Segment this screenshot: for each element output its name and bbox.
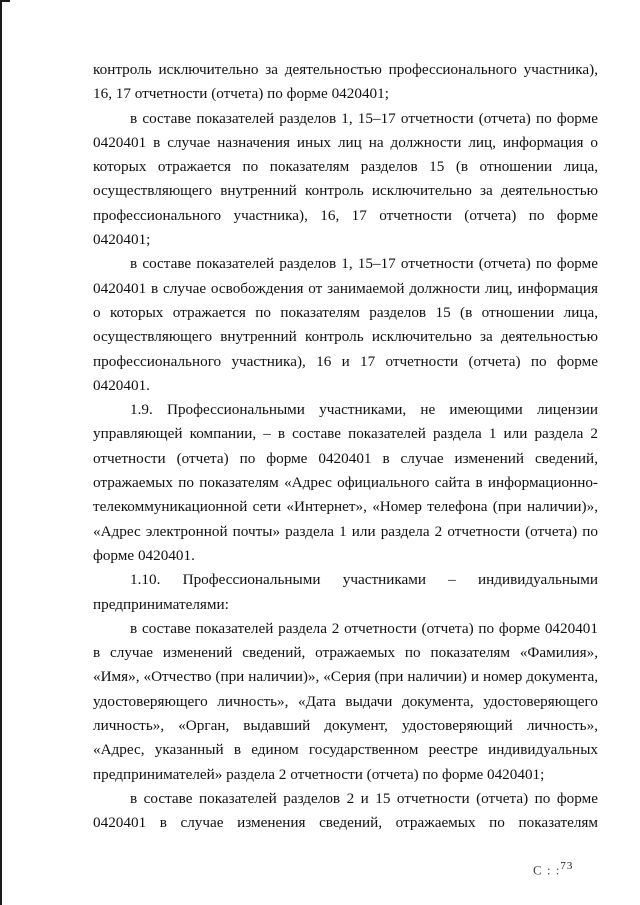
page-number <box>533 860 573 878</box>
paragraph-sections-2-15: в составе показателей разделов 2 и 15 отчетности (отчета) по форме 0420401 в случае изменения сведений, отражаемых по показателям <box>93 789 598 832</box>
paragraph-section-2: в составе показателей раздела 2 отчетности (отчета) по форме 0420401 в случае изменений сведений, отражаемых по показателям «Фамилия», «Имя», «Отчество (при наличии)», «Серия (при наличии) и номер документа, удостоверяющего личность», «Дата выдачи документа, удостоверяющего личность», «Орган, выдавший документ, удостоверяющий личность», «Адрес, указанный в едином государственном реестре индивидуальных предпринимателей» раздела 2 отчетности (отчета) по форме 0420401; <box>93 619 598 783</box>
paragraph-1-9: 1.9. Профессиональными участниками, не имеющими лицензии управляющей компании, – в составе показателей раздела 1 или раздела 2 отчетности (отчета) по форме 0420401 в случае изменений сведений, отражаемых по показателям «Адрес официального сайта в информационно-телекоммуникационной сети «Интернет», «Номер телефона (при наличии)», «Адрес электронной почты» раздела 1 или раздела 2 отчетности (отчета) по форме 0420401. <box>93 401 598 564</box>
paragraph-dismissal: в составе показателей разделов 1, 15–17 отчетности (отчета) по форме 0420401 в случае освобождения от занимаемой должности лиц, информация о которых отражается по показателям разделов 15 (в отношении лица, осуществляющего внутренний контроль исключительно за деятельностью профессионального участника), 16 и 17 отчетности (отчета) по форме 0420401. <box>93 255 598 394</box>
scan-left-border <box>0 0 2 905</box>
paragraph-1-10: 1.10. Профессиональными участниками – индивидуальными предпринимателями: <box>93 571 598 613</box>
page-number-value: 73 <box>560 860 574 872</box>
paragraph-appointment: в составе показателей разделов 1, 15–17 отчетности (отчета) по форме 0420401 в случае назначения иных лиц на должности лиц, информация о которых отражается по показателям разделов 15 (в отношении лица, осуществляющего внутренний контроль исключительно за деятельностью профессионального участника), 16, 17 отчетности (отчета) по форме 0420401; <box>93 109 598 249</box>
paragraph-continuation: контроль исключительно за деятельностью профессионального участника), 16, 17 отчетности (отчета) по форме 0420401; <box>93 61 598 103</box>
scan-top-mark <box>0 0 10 2</box>
stamp-mark: С : : <box>533 862 561 878</box>
document-page <box>93 58 598 836</box>
